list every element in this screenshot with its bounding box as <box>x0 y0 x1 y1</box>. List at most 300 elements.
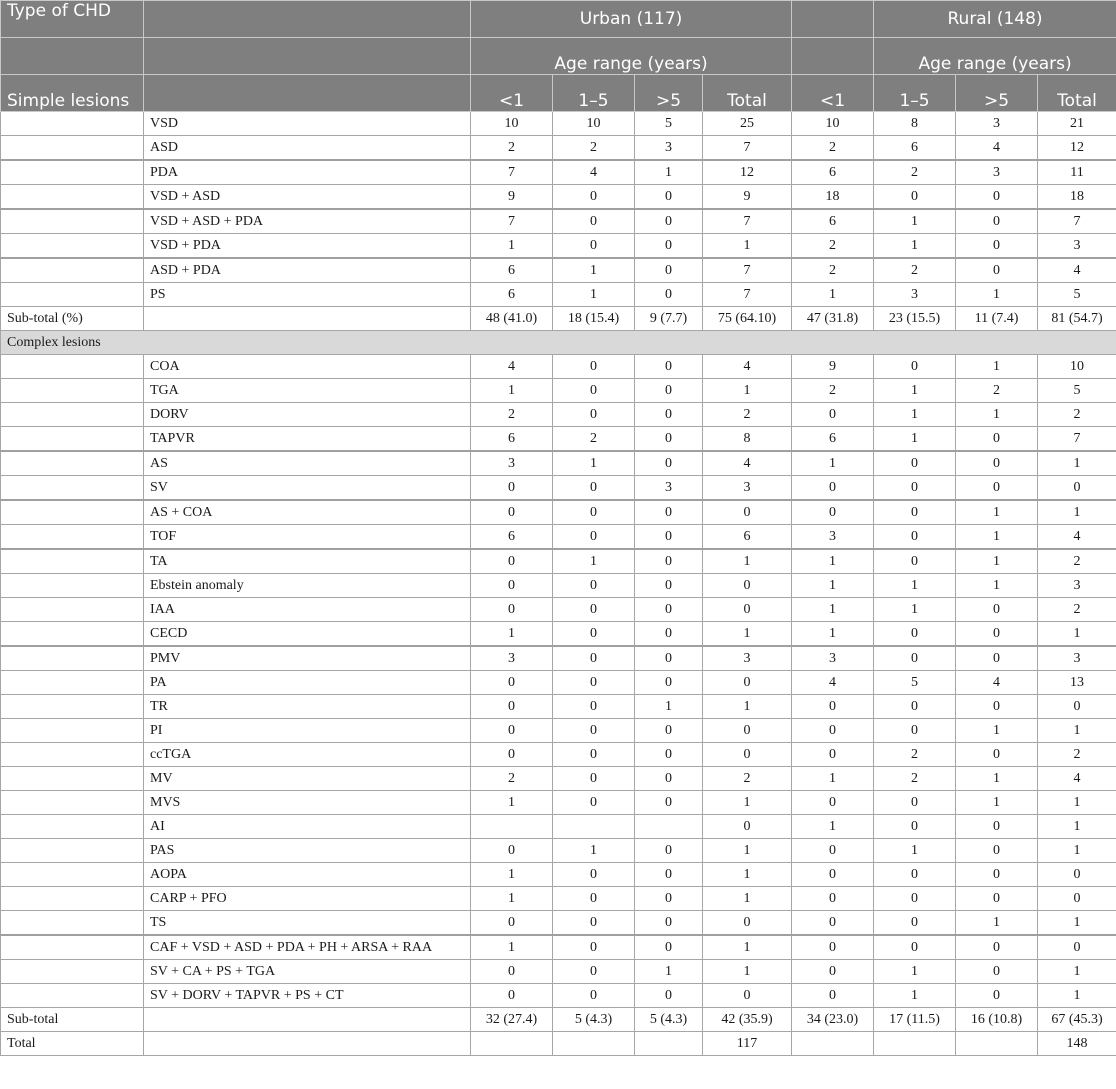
value-cell: 1 <box>553 258 635 283</box>
table-row <box>1 574 1116 598</box>
value-cell: 0 <box>1038 863 1116 887</box>
value-cell: 1 <box>874 960 956 984</box>
table-row <box>1 767 1116 791</box>
lesion-name-cell: MVS <box>144 791 471 815</box>
blank-header <box>144 1 471 38</box>
value-cell: 0 <box>553 574 635 598</box>
lesion-name-cell: DORV <box>144 403 471 427</box>
value-cell: 0 <box>874 185 956 210</box>
value-cell: 1 <box>1038 500 1116 525</box>
value-cell: 0 <box>553 863 635 887</box>
value-cell <box>874 1032 956 1056</box>
value-cell: 0 <box>635 234 703 259</box>
blank-cell <box>144 1032 471 1056</box>
value-cell: 1 <box>956 549 1038 574</box>
value-cell: 0 <box>553 379 635 403</box>
value-cell: 6 <box>471 525 553 550</box>
value-cell: 0 <box>635 283 703 307</box>
value-cell: 4 <box>956 136 1038 161</box>
value-cell: 3 <box>471 646 553 671</box>
value-cell: 2 <box>874 767 956 791</box>
value-cell: 0 <box>703 743 792 767</box>
blank-cell <box>144 307 471 331</box>
lesion-name-cell: CECD <box>144 622 471 647</box>
value-cell <box>553 815 635 839</box>
value-cell: 4 <box>1038 525 1116 550</box>
value-cell: 12 <box>703 160 792 185</box>
value-cell: 4 <box>553 160 635 185</box>
value-cell: 1 <box>1038 719 1116 743</box>
table-row <box>1 911 1116 936</box>
value-cell: 0 <box>792 791 874 815</box>
value-cell: 1 <box>956 403 1038 427</box>
lesion-name-cell: CAF + VSD + ASD + PDA + PH + ARSA + RAA <box>144 935 471 960</box>
value-cell: 1 <box>956 355 1038 379</box>
value-cell: 1 <box>874 379 956 403</box>
category-cell <box>1 960 144 984</box>
value-cell: 0 <box>874 887 956 911</box>
lesion-name-cell: TS <box>144 911 471 936</box>
value-cell: 0 <box>635 863 703 887</box>
table-row <box>1 258 1116 283</box>
category-cell <box>1 671 144 695</box>
value-cell: 0 <box>956 476 1038 501</box>
value-cell: 0 <box>956 887 1038 911</box>
value-cell: 0 <box>956 646 1038 671</box>
value-cell: 2 <box>703 403 792 427</box>
col-header-urban-total: Total <box>703 75 792 112</box>
value-cell: 9 (7.7) <box>635 307 703 331</box>
value-cell: 0 <box>635 355 703 379</box>
table-row <box>1 719 1116 743</box>
lesion-name-cell: TA <box>144 549 471 574</box>
category-cell <box>1 984 144 1008</box>
category-cell <box>1 743 144 767</box>
lesion-name-cell: ASD <box>144 136 471 161</box>
value-cell: 23 (15.5) <box>874 307 956 331</box>
category-cell <box>1 887 144 911</box>
value-cell: 0 <box>874 525 956 550</box>
value-cell: 1 <box>1038 984 1116 1008</box>
value-cell: 4 <box>1038 767 1116 791</box>
value-cell: 0 <box>635 427 703 452</box>
value-cell: 0 <box>471 549 553 574</box>
value-cell: 0 <box>553 719 635 743</box>
value-cell: 0 <box>635 574 703 598</box>
lesion-name-cell: AS + COA <box>144 500 471 525</box>
table-header <box>1 1 1116 112</box>
value-cell: 4 <box>471 355 553 379</box>
table-row <box>1 403 1116 427</box>
value-cell: 0 <box>553 355 635 379</box>
col-header-urban-lt1: <1 <box>471 75 553 112</box>
category-cell <box>1 695 144 719</box>
value-cell: 0 <box>471 671 553 695</box>
value-cell: 1 <box>874 427 956 452</box>
category-cell <box>1 160 144 185</box>
lesion-name-cell: VSD + ASD <box>144 185 471 210</box>
value-cell: 0 <box>874 549 956 574</box>
category-cell <box>1 185 144 210</box>
value-cell: 5 <box>635 112 703 136</box>
table-row <box>1 476 1116 501</box>
value-cell: 3 <box>703 646 792 671</box>
value-cell: 1 <box>956 574 1038 598</box>
value-cell: 0 <box>553 403 635 427</box>
value-cell: 0 <box>635 887 703 911</box>
value-cell: 6 <box>792 160 874 185</box>
value-cell: 0 <box>956 984 1038 1008</box>
type-of-chd-header: Type of CHD <box>1 1 144 38</box>
category-cell <box>1 500 144 525</box>
value-cell <box>792 1032 874 1056</box>
simple-lesions-header: Simple lesions <box>1 75 144 112</box>
value-cell: 5 <box>1038 283 1116 307</box>
lesion-name-cell: PMV <box>144 646 471 671</box>
category-cell <box>1 791 144 815</box>
value-cell: 1 <box>874 403 956 427</box>
value-cell: 0 <box>553 525 635 550</box>
value-cell: 0 <box>792 984 874 1008</box>
value-cell: 2 <box>1038 743 1116 767</box>
value-cell: 1 <box>471 791 553 815</box>
value-cell: 2 <box>792 234 874 259</box>
value-cell: 2 <box>1038 403 1116 427</box>
category-cell <box>1 525 144 550</box>
col-header-urban-gt5: >5 <box>635 75 703 112</box>
value-cell: 81 (54.7) <box>1038 307 1116 331</box>
value-cell: 11 (7.4) <box>956 307 1038 331</box>
table-row <box>1 743 1116 767</box>
value-cell: 8 <box>874 112 956 136</box>
value-cell: 0 <box>956 815 1038 839</box>
value-cell: 148 <box>1038 1032 1116 1056</box>
lesion-name-cell: CARP + PFO <box>144 887 471 911</box>
lesion-name-cell: SV <box>144 476 471 501</box>
value-cell: 0 <box>553 911 635 936</box>
value-cell: 1 <box>792 574 874 598</box>
value-cell: 0 <box>1038 935 1116 960</box>
value-cell: 0 <box>874 646 956 671</box>
table-row <box>1 234 1116 259</box>
rural-age-range-header: Age range (years) <box>874 38 1116 75</box>
table-row <box>1 695 1116 719</box>
value-cell: 4 <box>703 355 792 379</box>
value-cell: 0 <box>553 791 635 815</box>
category-cell <box>1 209 144 234</box>
value-cell: 1 <box>1038 911 1116 936</box>
value-cell: 9 <box>471 185 553 210</box>
value-cell: 0 <box>956 695 1038 719</box>
value-cell: 7 <box>703 209 792 234</box>
value-cell: 0 <box>471 839 553 863</box>
value-cell: 18 (15.4) <box>553 307 635 331</box>
value-cell: 1 <box>703 549 792 574</box>
value-cell: 0 <box>471 500 553 525</box>
table-row <box>1 160 1116 185</box>
value-cell: 1 <box>703 960 792 984</box>
category-cell <box>1 719 144 743</box>
value-cell: 67 (45.3) <box>1038 1008 1116 1032</box>
value-cell: 6 <box>792 427 874 452</box>
value-cell: 2 <box>471 136 553 161</box>
value-cell: 0 <box>956 258 1038 283</box>
value-cell: 9 <box>703 185 792 210</box>
lesion-name-cell: PA <box>144 671 471 695</box>
table-row <box>1 209 1116 234</box>
lesion-name-cell: SV + CA + PS + TGA <box>144 960 471 984</box>
value-cell: 0 <box>635 671 703 695</box>
col-header-rural-1-5: 1–5 <box>874 75 956 112</box>
value-cell: 7 <box>703 136 792 161</box>
value-cell: 1 <box>703 622 792 647</box>
value-cell: 42 (35.9) <box>703 1008 792 1032</box>
value-cell: 1 <box>553 549 635 574</box>
value-cell: 0 <box>792 839 874 863</box>
value-cell: 0 <box>553 767 635 791</box>
value-cell: 1 <box>792 283 874 307</box>
lesion-name-cell: PI <box>144 719 471 743</box>
value-cell: 1 <box>792 767 874 791</box>
value-cell: 0 <box>635 379 703 403</box>
value-cell: 10 <box>1038 355 1116 379</box>
total-row-label: Total <box>1 1032 144 1056</box>
category-cell <box>1 427 144 452</box>
value-cell: 1 <box>703 863 792 887</box>
table-row <box>1 671 1116 695</box>
value-cell: 0 <box>553 960 635 984</box>
table-row <box>1 791 1116 815</box>
value-cell: 0 <box>471 574 553 598</box>
value-cell: 7 <box>1038 209 1116 234</box>
value-cell: 21 <box>1038 112 1116 136</box>
table-row <box>1 451 1116 476</box>
lesion-name-cell: VSD + ASD + PDA <box>144 209 471 234</box>
value-cell: 0 <box>471 911 553 936</box>
category-cell <box>1 863 144 887</box>
category-cell <box>1 839 144 863</box>
value-cell: 0 <box>1038 476 1116 501</box>
value-cell: 3 <box>792 525 874 550</box>
value-cell: 0 <box>635 500 703 525</box>
lesion-name-cell: VSD <box>144 112 471 136</box>
value-cell: 0 <box>635 984 703 1008</box>
value-cell: 0 <box>792 743 874 767</box>
value-cell <box>635 815 703 839</box>
category-cell <box>1 451 144 476</box>
value-cell: 0 <box>471 743 553 767</box>
value-cell: 7 <box>703 258 792 283</box>
value-cell: 1 <box>1038 791 1116 815</box>
value-cell: 0 <box>635 525 703 550</box>
value-cell: 6 <box>471 427 553 452</box>
value-cell: 8 <box>703 427 792 452</box>
value-cell: 3 <box>956 112 1038 136</box>
value-cell: 1 <box>1038 815 1116 839</box>
value-cell: 0 <box>1038 695 1116 719</box>
urban-header: Urban (117) <box>471 1 792 38</box>
table-body <box>1 112 1116 1056</box>
value-cell: 1 <box>956 500 1038 525</box>
value-cell: 1 <box>956 767 1038 791</box>
lesion-name-cell: ASD + PDA <box>144 258 471 283</box>
table-row <box>1 355 1116 379</box>
value-cell: 4 <box>792 671 874 695</box>
value-cell: 1 <box>471 379 553 403</box>
value-cell: 2 <box>874 258 956 283</box>
value-cell: 32 (27.4) <box>471 1008 553 1032</box>
value-cell: 0 <box>635 935 703 960</box>
table-row <box>1 500 1116 525</box>
urban-age-range-header: Age range (years) <box>471 38 792 75</box>
value-cell: 0 <box>874 695 956 719</box>
value-cell: 3 <box>1038 574 1116 598</box>
value-cell <box>471 815 553 839</box>
value-cell: 0 <box>703 671 792 695</box>
value-cell: 0 <box>471 719 553 743</box>
lesion-name-cell: AOPA <box>144 863 471 887</box>
table-row <box>1 549 1116 574</box>
value-cell: 48 (41.0) <box>471 307 553 331</box>
blank-cell <box>144 1008 471 1032</box>
value-cell: 0 <box>635 403 703 427</box>
value-cell: 0 <box>792 719 874 743</box>
col-header-rural-total: Total <box>1038 75 1116 112</box>
value-cell: 1 <box>874 234 956 259</box>
value-cell: 1 <box>1038 451 1116 476</box>
value-cell: 3 <box>792 646 874 671</box>
value-cell: 0 <box>635 258 703 283</box>
value-cell: 2 <box>792 258 874 283</box>
value-cell: 3 <box>1038 646 1116 671</box>
value-cell: 1 <box>874 839 956 863</box>
simple-subtotal-row <box>1 307 1116 331</box>
category-cell <box>1 646 144 671</box>
value-cell: 12 <box>1038 136 1116 161</box>
value-cell: 0 <box>792 911 874 936</box>
value-cell: 1 <box>956 525 1038 550</box>
value-cell: 0 <box>635 791 703 815</box>
value-cell: 0 <box>553 185 635 210</box>
value-cell: 6 <box>471 258 553 283</box>
table-row <box>1 863 1116 887</box>
value-cell: 10 <box>553 112 635 136</box>
value-cell: 0 <box>874 500 956 525</box>
category-cell <box>1 911 144 936</box>
value-cell: 3 <box>874 283 956 307</box>
value-cell: 1 <box>703 839 792 863</box>
complex-lesions-heading: Complex lesions <box>1 331 1116 355</box>
value-cell: 0 <box>635 209 703 234</box>
table-row <box>1 960 1116 984</box>
value-cell: 0 <box>874 622 956 647</box>
lesion-name-cell: PS <box>144 283 471 307</box>
category-cell <box>1 574 144 598</box>
value-cell: 2 <box>471 403 553 427</box>
table-row <box>1 622 1116 647</box>
blank-header <box>792 38 874 75</box>
lesion-name-cell: Ebstein anomaly <box>144 574 471 598</box>
value-cell: 0 <box>956 427 1038 452</box>
value-cell: 0 <box>1038 887 1116 911</box>
value-cell: 0 <box>792 403 874 427</box>
value-cell: 0 <box>874 863 956 887</box>
value-cell: 1 <box>792 622 874 647</box>
value-cell: 5 (4.3) <box>635 1008 703 1032</box>
value-cell: 0 <box>703 719 792 743</box>
lesion-name-cell: ccTGA <box>144 743 471 767</box>
value-cell: 0 <box>553 622 635 647</box>
complex-subtotal-row-label: Sub-total <box>1 1008 144 1032</box>
value-cell: 5 (4.3) <box>553 1008 635 1032</box>
table-row <box>1 984 1116 1008</box>
table-row <box>1 815 1116 839</box>
value-cell: 1 <box>792 598 874 622</box>
table-row <box>1 112 1116 136</box>
col-header-urban-1-5: 1–5 <box>553 75 635 112</box>
table-row <box>1 283 1116 307</box>
simple-subtotal-row-label: Sub-total (%) <box>1 307 144 331</box>
value-cell: 1 <box>553 283 635 307</box>
value-cell: 0 <box>703 574 792 598</box>
value-cell: 0 <box>471 960 553 984</box>
value-cell: 0 <box>874 476 956 501</box>
category-cell <box>1 598 144 622</box>
table-row <box>1 525 1116 550</box>
value-cell: 1 <box>956 911 1038 936</box>
value-cell: 0 <box>635 911 703 936</box>
value-cell: 6 <box>703 525 792 550</box>
value-cell: 0 <box>792 500 874 525</box>
lesion-name-cell: TAPVR <box>144 427 471 452</box>
value-cell: 0 <box>703 815 792 839</box>
value-cell: 17 (11.5) <box>874 1008 956 1032</box>
value-cell: 0 <box>635 622 703 647</box>
table-row <box>1 646 1116 671</box>
value-cell: 1 <box>553 839 635 863</box>
lesion-name-cell: TR <box>144 695 471 719</box>
value-cell: 0 <box>874 451 956 476</box>
value-cell: 6 <box>471 283 553 307</box>
value-cell: 0 <box>471 598 553 622</box>
value-cell: 0 <box>792 887 874 911</box>
value-cell: 2 <box>703 767 792 791</box>
value-cell: 5 <box>1038 379 1116 403</box>
value-cell: 0 <box>703 500 792 525</box>
value-cell: 3 <box>703 476 792 501</box>
category-cell <box>1 935 144 960</box>
value-cell: 0 <box>956 863 1038 887</box>
value-cell: 0 <box>553 887 635 911</box>
value-cell: 0 <box>635 646 703 671</box>
value-cell: 13 <box>1038 671 1116 695</box>
value-cell: 1 <box>635 160 703 185</box>
blank-header <box>1 38 144 75</box>
value-cell: 1 <box>703 234 792 259</box>
value-cell: 0 <box>874 935 956 960</box>
value-cell: 6 <box>874 136 956 161</box>
value-cell: 7 <box>703 283 792 307</box>
value-cell: 10 <box>471 112 553 136</box>
value-cell: 0 <box>553 646 635 671</box>
lesion-name-cell: PAS <box>144 839 471 863</box>
value-cell: 1 <box>956 283 1038 307</box>
value-cell: 1 <box>703 791 792 815</box>
value-cell: 0 <box>956 839 1038 863</box>
value-cell: 0 <box>635 767 703 791</box>
table-row <box>1 887 1116 911</box>
value-cell: 1 <box>471 863 553 887</box>
